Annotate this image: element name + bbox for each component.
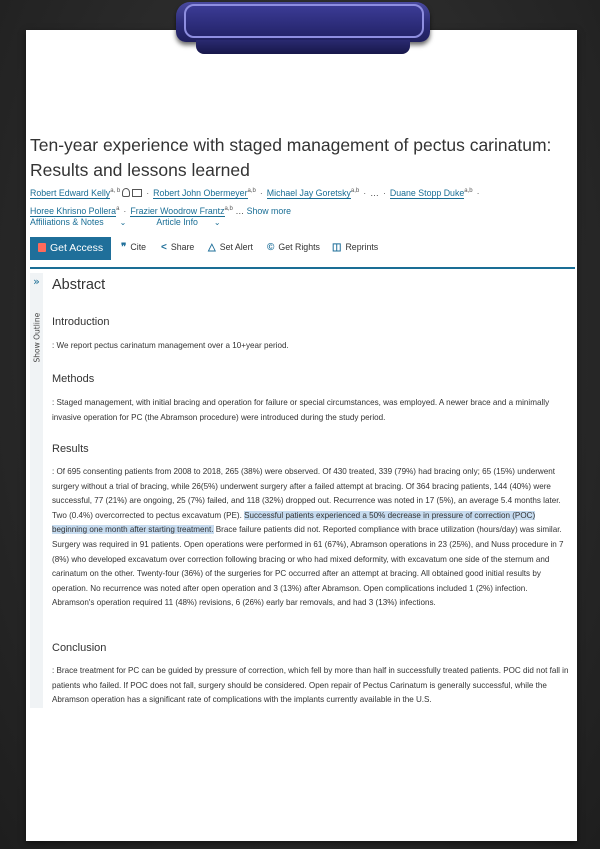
author-sup: a [116, 205, 120, 212]
author-ellipsis: … [235, 205, 245, 216]
methods-text: : Staged management, with initial bracing and operation for failure or special circumstances, was employed. A newer brace and a minimally invasive operation for PC (the Abramson procedure) were introduced during the study period. [52, 398, 550, 422]
get-access-label: Get Access [50, 242, 104, 254]
author-link[interactable]: Robert Edward Kelly [30, 187, 111, 198]
show-outline-label: Show Outline [32, 312, 42, 363]
article-meta-links [30, 217, 249, 227]
introduction-heading: Introduction [52, 316, 110, 328]
article-info-toggle[interactable] [156, 217, 234, 227]
share-button[interactable] [161, 242, 194, 253]
author-sup: a,b [464, 188, 473, 194]
double-chevron-right-icon[interactable]: » [33, 275, 40, 288]
copyright-icon: © [267, 242, 275, 253]
article-info-label: Article Info [156, 217, 198, 227]
author-link[interactable]: Robert John Obermeyer [153, 187, 248, 198]
separator-dot: · [146, 187, 150, 198]
results-text-part: Brace failure patients did not. Reported compliance with brace utilization (hours/day) was similar. Surgery was required in 91 patients. Open operations were performed in 61 (67%), Abramson operations in 23 (25%), and Nuss procedure in 7 (8%) who developed excavatum over correction following bracing or who had mixed deformity, with excavatum one side of the sternum and carinatum on the other. Twenty-four (36%) of the surgeries for PC occurred after an attempt at bracing. All obtained good initial results by operation. No recurrence was noted after open operation and 3 (13%) after Abramson. Open complications included 1 (2%) infection. Abramson's operation required 11 (48%) revisions, 6 (26%) early bar removals, and had 3 (13%) infections. [52, 525, 564, 608]
separator-dot: · [476, 187, 480, 198]
article-toolbar [30, 237, 575, 269]
get-rights-label: Get Rights [278, 242, 320, 252]
author-sup: a, b [110, 188, 121, 194]
author-ellipsis: … [370, 187, 379, 198]
separator-dot: · [123, 205, 127, 216]
author-sup: a,b [350, 188, 360, 194]
separator-dot: · [382, 187, 386, 198]
cite-label: Cite [130, 242, 147, 252]
abstract-heading: Abstract [52, 277, 106, 293]
mail-icon[interactable] [132, 189, 142, 197]
cite-button[interactable] [121, 242, 146, 253]
clip-ring [184, 4, 424, 38]
author-list [30, 183, 570, 219]
lock-icon [38, 243, 46, 252]
conclusion-heading: Conclusion [52, 642, 107, 654]
results-heading: Results [52, 443, 89, 455]
article-title: Ten-year experience with staged management of pectus carinatum: Results and lessons learned [30, 135, 552, 180]
get-rights-button[interactable] [267, 242, 320, 253]
author-link[interactable]: Frazier Woodrow Frantz [130, 205, 225, 216]
conclusion-text: : Brace treatment for PC can be guided by pressure of correction, which fell by more than half in successfully treated patients. POC did not fall in patients who failed. If POC does not fall, surgery should be considered. Open repair of Pectus Carinatum is generally successful, while the Abramson operation has a significant rate of complications with the implants currently available in the U.S. [52, 666, 569, 705]
share-label: Share [170, 242, 195, 252]
reprints-label: Reprints [345, 242, 379, 252]
person-icon[interactable] [122, 188, 130, 197]
methods-heading: Methods [52, 373, 95, 385]
share-icon: < [161, 242, 167, 253]
results-text [52, 465, 570, 611]
highlighted-text: Successful patients experienced a 50% decrease in pressure of correction (POC) beginning one month after starting treatment. [52, 510, 536, 535]
bell-icon: △ [208, 242, 216, 253]
reprints-icon: ◫ [332, 242, 342, 253]
get-access-button[interactable] [30, 237, 111, 260]
quote-icon: ❞ [121, 242, 127, 253]
chevron-down-icon: ⌄ [119, 218, 127, 227]
author-link[interactable]: Horee Khrisno Pollera [30, 205, 117, 216]
set-alert-button[interactable] [208, 242, 253, 253]
reprints-button[interactable] [332, 242, 378, 253]
results-text-part: : Of 695 consenting patients from 2008 to 2018, 265 (38%) were observed. Of 430 treated, 339 (79%) had bracing only; 65 (15%) underwent surgery without a trial of bracing, while 26(5%) underwent surgery after a failed attempt at bracing. Of 364 bracing patients, 144 (40%) were successful, 77 (21%) are ongoing, 25 (7%) failed, and 118 (32%) dropped out. Recurrence was noted in 17 (5%), an average 5.4 months later. Two (0.4%) overcorrected to pectus excavatum (PE). [52, 467, 561, 520]
affiliations-label: Affiliations & Notes [30, 217, 104, 227]
clipboard-clip [176, 0, 430, 60]
author-sup: a,b [247, 188, 256, 194]
author-link[interactable]: Duane Stopp Duke [389, 187, 465, 198]
clip-lip [196, 40, 410, 54]
show-outline-panel[interactable] [30, 273, 43, 708]
author-sup: a,b [224, 205, 233, 212]
author-link[interactable]: Michael Jay Goretsky [266, 187, 351, 198]
separator-dot: · [363, 187, 367, 198]
separator-dot: · [259, 187, 263, 198]
chevron-down-icon: ⌄ [213, 218, 221, 227]
show-more-link[interactable]: Show more [246, 205, 292, 216]
set-alert-label: Set Alert [219, 242, 253, 252]
introduction-text: : We report pectus carinatum management over a 10+year period. [52, 341, 289, 350]
affiliations-toggle[interactable] [30, 217, 140, 227]
